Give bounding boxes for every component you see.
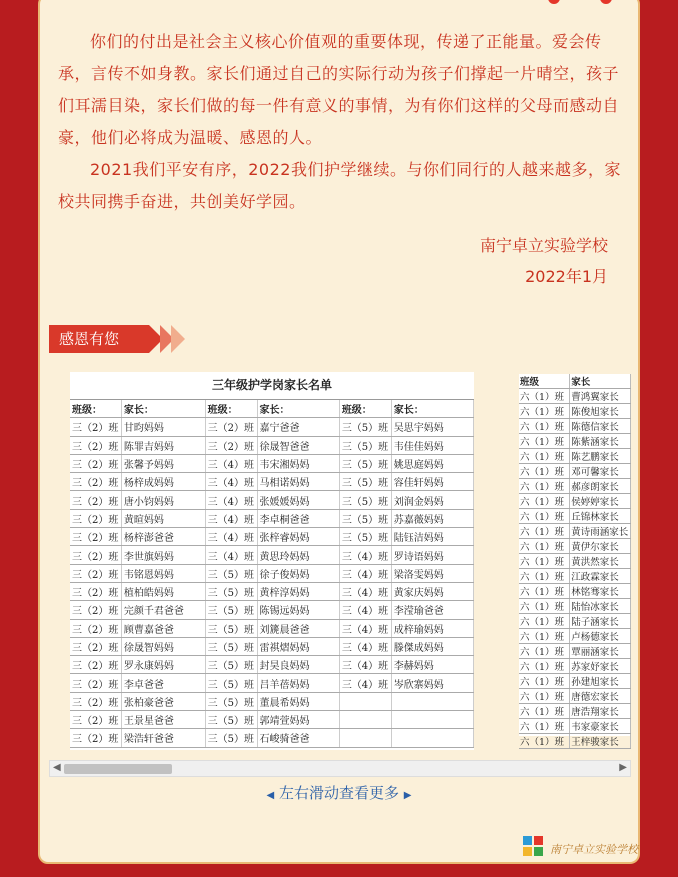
- table-row: [519, 539, 631, 554]
- table-cell: 三（4）班: [339, 656, 391, 674]
- table-cell: 苏嘉薇妈妈: [391, 509, 473, 527]
- table-row: [519, 449, 631, 464]
- table-cell: 六（1）班: [519, 524, 570, 539]
- table-cell: 三（4）班: [339, 601, 391, 619]
- scroll-hint-text: 左右滑动查看更多: [278, 784, 399, 802]
- table-cell: 罗永康妈妈: [121, 656, 205, 674]
- table-cell: 三（2）班: [205, 436, 257, 454]
- table-cell: 江政霖家长: [570, 569, 631, 584]
- table-row: [70, 619, 474, 637]
- table-cell: 韦佳佳妈妈: [391, 436, 473, 454]
- column-header: 家长：: [257, 400, 339, 418]
- table-cell: 黄家庆妈妈: [391, 582, 473, 600]
- roster-table: [70, 400, 474, 748]
- table-row: [519, 569, 631, 584]
- table-cell: 三（5）班: [339, 491, 391, 509]
- table-cell: 六（1）班: [519, 509, 570, 524]
- table-cell: 三（5）班: [205, 656, 257, 674]
- table-row: [70, 601, 474, 619]
- table-cell: 黄洪然家长: [570, 554, 631, 569]
- table-row: [519, 659, 631, 674]
- table-cell: 岑欣寨妈妈: [391, 674, 473, 692]
- table-cell: 成梓瑜妈妈: [391, 619, 473, 637]
- table-row: [70, 582, 474, 600]
- table-row: [519, 389, 631, 404]
- table-cell: 三（4）班: [339, 619, 391, 637]
- table-cell: 六（1）班: [519, 704, 570, 719]
- table-cell: 三（5）班: [339, 473, 391, 491]
- table-cell: 卢杨德家长: [570, 629, 631, 644]
- table-cell: [339, 729, 391, 747]
- roster-image-grade6: [519, 374, 631, 748]
- table-cell: 苏家妤家长: [570, 659, 631, 674]
- table-cell: 六（1）班: [519, 584, 570, 599]
- table-cell: 三（2）班: [205, 418, 257, 436]
- table-cell: 三（5）班: [205, 674, 257, 692]
- table-row: [519, 584, 631, 599]
- table-cell: 陈罪吉妈妈: [121, 436, 205, 454]
- table-cell: 曹鸿翼家长: [570, 389, 631, 404]
- table-cell: 三（4）班: [205, 454, 257, 472]
- table-cell: 李世旗妈妈: [121, 546, 205, 564]
- table-cell: 三（5）班: [339, 418, 391, 436]
- table-row: [519, 629, 631, 644]
- table-cell: 侯婷婷家长: [570, 494, 631, 509]
- table-row: [519, 404, 631, 419]
- table-cell: 丘锦林家长: [570, 509, 631, 524]
- table-cell: 郝彦朗家长: [570, 479, 631, 494]
- column-header: 班级：: [70, 400, 121, 418]
- table-cell: 六（1）班: [519, 614, 570, 629]
- table-cell: 六（1）班: [519, 719, 570, 734]
- table-cell: 六（1）班: [519, 629, 570, 644]
- table-cell: 三（4）班: [339, 582, 391, 600]
- table-cell: 邓可馨家长: [570, 464, 631, 479]
- table-cell: 陆子涵家长: [570, 614, 631, 629]
- table-cell: 六（1）班: [519, 599, 570, 614]
- table-row: [519, 644, 631, 659]
- table-cell: 黄思玲妈妈: [257, 546, 339, 564]
- table-cell: 三（2）班: [70, 509, 121, 527]
- table-cell: 三（2）班: [70, 729, 121, 747]
- table-cell: 三（4）班: [339, 546, 391, 564]
- table-cell: 姚思庭妈妈: [391, 454, 473, 472]
- table-cell: 张梓睿妈妈: [257, 528, 339, 546]
- table-row: [519, 704, 631, 719]
- table-cell: 六（1）班: [519, 494, 570, 509]
- table-cell: 三（5）班: [339, 436, 391, 454]
- table-row: [519, 494, 631, 509]
- table-cell: 李赫妈妈: [391, 656, 473, 674]
- table-cell: 黄诗雨涵家长: [570, 524, 631, 539]
- table-cell: 三（4）班: [339, 637, 391, 655]
- table-cell: 六（1）班: [519, 569, 570, 584]
- table-cell: 石峻骑爸爸: [257, 729, 339, 747]
- table-row: [519, 719, 631, 734]
- table-cell: 六（1）班: [519, 434, 570, 449]
- table-cell: 吕羊蓓妈妈: [257, 674, 339, 692]
- table-cell: 唐德宏家长: [570, 689, 631, 704]
- table-cell: 三（5）班: [205, 692, 257, 710]
- table-cell: 三（2）班: [70, 564, 121, 582]
- table-cell: 黄伊尔家长: [570, 539, 631, 554]
- table-cell: 封昊良妈妈: [257, 656, 339, 674]
- roster-title: 三年级护学岗家长名单: [70, 372, 474, 400]
- table-cell: 三（2）班: [70, 692, 121, 710]
- table-cell: 徐晟智妈妈: [121, 637, 205, 655]
- table-cell: [391, 729, 473, 747]
- table-cell: 张柏豪爸爸: [121, 692, 205, 710]
- table-cell: 三（2）班: [70, 473, 121, 491]
- table-cell: 陈紫涵家长: [570, 434, 631, 449]
- table-cell: 罗诗语妈妈: [391, 546, 473, 564]
- table-row: [70, 491, 474, 509]
- scrollbar-thumb[interactable]: [64, 764, 172, 774]
- table-cell: 三（5）班: [205, 601, 257, 619]
- table-row: [519, 434, 631, 449]
- table-row: [519, 734, 631, 749]
- table-cell: 李滢瑜爸爸: [391, 601, 473, 619]
- table-cell: 三（5）班: [205, 637, 257, 655]
- table-row: [70, 656, 474, 674]
- table-cell: 三（4）班: [205, 509, 257, 527]
- caret-right-icon: ▶: [403, 790, 412, 801]
- table-cell: 六（1）班: [519, 644, 570, 659]
- table-header-row: [519, 374, 631, 389]
- table-cell: 韦铭恩妈妈: [121, 564, 205, 582]
- table-row: [70, 546, 474, 564]
- table-cell: 六（1）班: [519, 734, 570, 749]
- table-row: [70, 509, 474, 527]
- table-cell: 三（2）班: [70, 582, 121, 600]
- table-cell: 黄梓淳妈妈: [257, 582, 339, 600]
- table-cell: 滕傑成妈妈: [391, 637, 473, 655]
- table-cell: 六（1）班: [519, 464, 570, 479]
- table-cell: 六（1）班: [519, 539, 570, 554]
- table-cell: 三（2）班: [70, 601, 121, 619]
- table-cell: 杨梓成妈妈: [121, 473, 205, 491]
- signature: 南宁卓立实验学校: [479, 236, 608, 255]
- table-cell: [339, 711, 391, 729]
- table-row: [70, 564, 474, 582]
- table-cell: 三（5）班: [205, 582, 257, 600]
- table-row: [519, 509, 631, 524]
- table-cell: 三（5）班: [339, 528, 391, 546]
- scroll-left-arrow-icon[interactable]: ◀: [53, 762, 61, 773]
- column-header: 班级：: [205, 400, 257, 418]
- table-cell: 嘉宁爸爸: [257, 418, 339, 436]
- table-cell: 刘篪晨爸爸: [257, 619, 339, 637]
- table-cell: 三（4）班: [205, 546, 257, 564]
- table-cell: 孙建旭家长: [570, 674, 631, 689]
- table-cell: 王景星爸爸: [121, 711, 205, 729]
- table-cell: 张媛媛妈妈: [257, 491, 339, 509]
- table-cell: 林铭骞家长: [570, 584, 631, 599]
- table-row: [519, 419, 631, 434]
- table-row: [519, 479, 631, 494]
- table-cell: 陆钰洁妈妈: [391, 528, 473, 546]
- column-header: 家长：: [121, 400, 205, 418]
- table-cell: 三（5）班: [339, 509, 391, 527]
- table-cell: 三（2）班: [70, 656, 121, 674]
- table-cell: 董晨希妈妈: [257, 692, 339, 710]
- table-cell: 三（2）班: [70, 491, 121, 509]
- table-row: [519, 464, 631, 479]
- table-cell: 三（2）班: [70, 436, 121, 454]
- table-cell: 三（2）班: [70, 619, 121, 637]
- table-cell: 三（5）班: [339, 454, 391, 472]
- table-cell: 六（1）班: [519, 554, 570, 569]
- table-cell: 植柏皓妈妈: [121, 582, 205, 600]
- table-cell: 韦宋湘妈妈: [257, 454, 339, 472]
- letter-paragraph-2: 2021我们平安有序，2022我们护学继续。与你们同行的人越来越多，家校共同携手奋进，共创美好学园。: [58, 160, 621, 211]
- table-cell: 三（2）班: [70, 546, 121, 564]
- table-row: [70, 436, 474, 454]
- table-cell: 六（1）班: [519, 419, 570, 434]
- roster-table: [519, 374, 631, 749]
- table-cell: 陈艺鹏家长: [570, 449, 631, 464]
- chevron-right-icon: [171, 325, 185, 353]
- section-tag: 感恩有您: [49, 325, 149, 353]
- scroll-hint: [0, 782, 678, 803]
- column-header: 班级: [519, 374, 570, 389]
- table-cell: 六（1）班: [519, 449, 570, 464]
- table-cell: 六（1）班: [519, 389, 570, 404]
- table-cell: 陈俊旭家长: [570, 404, 631, 419]
- table-cell: 六（1）班: [519, 479, 570, 494]
- table-header-row: [70, 400, 474, 418]
- table-cell: 三（4）班: [205, 491, 257, 509]
- table-cell: 覃丽涵家长: [570, 644, 631, 659]
- table-cell: 三（4）班: [339, 564, 391, 582]
- table-row: [519, 554, 631, 569]
- table-row: [70, 637, 474, 655]
- table-cell: 张馨予妈妈: [121, 454, 205, 472]
- scroll-right-arrow-icon[interactable]: ▶: [619, 762, 627, 773]
- table-cell: 三（2）班: [70, 528, 121, 546]
- horizontal-scrollbar[interactable]: [49, 760, 631, 777]
- table-cell: 三（4）班: [205, 473, 257, 491]
- table-cell: 三（4）班: [205, 528, 257, 546]
- column-header: 家长: [570, 374, 631, 389]
- table-cell: 李卓爸爸: [121, 674, 205, 692]
- table-cell: 顾曹嘉爸爸: [121, 619, 205, 637]
- table-row: [70, 692, 474, 710]
- table-row: [70, 473, 474, 491]
- table-cell: 王梓骏家长: [570, 734, 631, 749]
- table-cell: 陆怡冰家长: [570, 599, 631, 614]
- table-row: [519, 614, 631, 629]
- table-cell: 梁浩轩爸爸: [121, 729, 205, 747]
- table-cell: [339, 692, 391, 710]
- caret-left-icon: ◀: [266, 790, 275, 801]
- table-cell: 三（5）班: [205, 711, 257, 729]
- table-row: [519, 524, 631, 539]
- table-cell: 杨梓澎爸爸: [121, 528, 205, 546]
- table-row: [519, 689, 631, 704]
- table-cell: 刘润金妈妈: [391, 491, 473, 509]
- table-row: [70, 711, 474, 729]
- table-row: [70, 418, 474, 436]
- table-row: [519, 599, 631, 614]
- table-cell: 容佳轩妈妈: [391, 473, 473, 491]
- table-cell: 郭靖萱妈妈: [257, 711, 339, 729]
- table-cell: 唐小钧妈妈: [121, 491, 205, 509]
- table-cell: 完颜千君爸爸: [121, 601, 205, 619]
- table-cell: 黄暄妈妈: [121, 509, 205, 527]
- roster-image-grade3: [70, 372, 474, 750]
- table-row: [519, 674, 631, 689]
- table-cell: 六（1）班: [519, 674, 570, 689]
- table-row: [70, 674, 474, 692]
- table-cell: 三（2）班: [70, 418, 121, 436]
- letter-paragraph-1: 你们的付出是社会主义核心价值观的重要体现，传递了正能量。爱会传承，言传不如身教。家长们通过自己的实际行动为孩子们撑起一片晴空，孩子们耳濡目染，家长们做的每一件有意义的事情，为有你们这样的父母而感动自豪，他们必将成为温暖、感恩的人。: [58, 32, 620, 147]
- table-row: [70, 528, 474, 546]
- table-cell: 六（1）班: [519, 689, 570, 704]
- table-row: [70, 729, 474, 747]
- table-cell: 甘昀妈妈: [121, 418, 205, 436]
- table-cell: [391, 711, 473, 729]
- table-cell: 马相诺妈妈: [257, 473, 339, 491]
- table-cell: 三（5）班: [205, 564, 257, 582]
- table-cell: 三（2）班: [70, 711, 121, 729]
- column-header: 班级：: [339, 400, 391, 418]
- table-row: [70, 454, 474, 472]
- logo-text: 南宁卓立实验学校: [550, 843, 638, 856]
- date: 2022年1月: [525, 267, 608, 286]
- table-cell: 三（2）班: [70, 674, 121, 692]
- table-cell: 三（5）班: [205, 619, 257, 637]
- school-logo-icon: [523, 836, 543, 858]
- table-cell: [391, 692, 473, 710]
- table-cell: 吴思宇妈妈: [391, 418, 473, 436]
- table-cell: 雷祺熠妈妈: [257, 637, 339, 655]
- table-cell: 梁洛雯妈妈: [391, 564, 473, 582]
- table-cell: 陈锡远妈妈: [257, 601, 339, 619]
- table-cell: 三（2）班: [70, 637, 121, 655]
- table-cell: 六（1）班: [519, 404, 570, 419]
- table-cell: 唐浩翔家长: [570, 704, 631, 719]
- image-scroller[interactable]: [49, 372, 631, 758]
- table-cell: 李卓桐爸爸: [257, 509, 339, 527]
- column-header: 家长：: [391, 400, 473, 418]
- table-cell: 陈德信家长: [570, 419, 631, 434]
- table-cell: 韦家豪家长: [570, 719, 631, 734]
- table-cell: 三（5）班: [205, 729, 257, 747]
- table-cell: 徐子俊妈妈: [257, 564, 339, 582]
- table-cell: 三（4）班: [339, 674, 391, 692]
- table-cell: 徐晟智爸爸: [257, 436, 339, 454]
- table-cell: 三（2）班: [70, 454, 121, 472]
- table-cell: 六（1）班: [519, 659, 570, 674]
